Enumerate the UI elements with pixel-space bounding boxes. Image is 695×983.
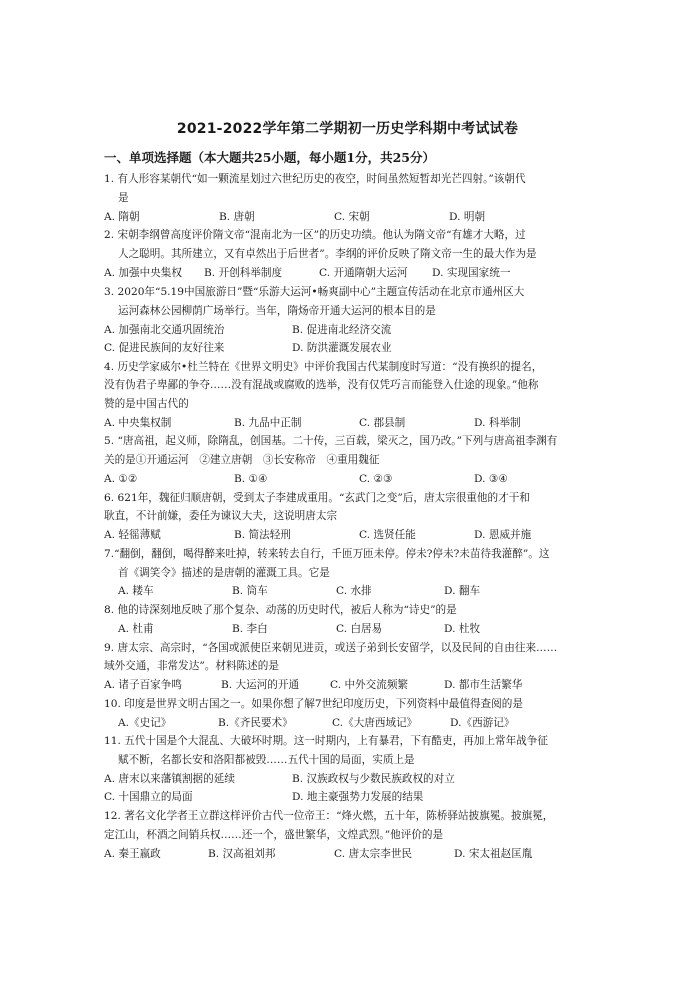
option-c: C. 中外交流频繁 — [330, 679, 409, 691]
question-9-line: 域外交通，非常发达”。材料陈述的是 — [104, 660, 279, 672]
option-a: A. 秦王嬴政 — [104, 848, 161, 860]
option-d: D. 防洪灌溉发展农业 — [292, 342, 392, 354]
question-11-line: 赋不断，名都长安和洛阳都被毁……五代十国的局面，实质上是 — [118, 754, 415, 766]
option-d: D. ③④ — [474, 473, 508, 485]
page-title: 2021-2022学年第二学期初一历史学科期中考试试卷 — [176, 121, 519, 137]
option-b: B.《齐民要术》 — [218, 717, 293, 729]
option-c: C. 宋朝 — [334, 211, 370, 223]
question-2-line: 人之聪明。其所建立，又有卓然出于后世者”。李纲的评价反映了隋文帝一生的最大作为是 — [118, 248, 537, 260]
question-3-line: 运河森林公园柳荫广场举行。当年，隋炀帝开通大运河的根本目的是 — [118, 305, 436, 317]
option-a: A. ①② — [104, 473, 138, 485]
option-c: C. 郡县制 — [359, 417, 406, 429]
question-11-line: 11. 五代十国是个大混乱、大破坏时期。这一时期内，上有暴君，下有酷吏，再加上常年战争征 — [104, 735, 548, 747]
option-d: D. 翻车 — [444, 585, 481, 597]
option-b: B. 唐朝 — [219, 211, 255, 223]
question-10-line: 10. 印度是世界文明古国之一。如果你想了解7世纪印度历史，下列资料中最值得查阅的是 — [104, 698, 523, 710]
question-2-line: 2. 宋朝李纲曾高度评价隋文帝“混南北为一区”的历史功绩。他认为隋文帝“有雄才大略，过 — [104, 229, 526, 241]
question-3-line: 3. 2020年“5.19中国旅游日”暨“乐游大运河•畅爽副中心”主题宣传活动在北京市通州区大 — [104, 286, 525, 298]
option-a: A.《史记》 — [118, 717, 172, 729]
question-5-line: 5. “唐高祖，起义师，除隋乱，创国基。二十传，三百载，梁灭之，国乃改。”下列与唐高祖李渊有 — [104, 435, 558, 447]
option-d: D. 恩威并施 — [474, 529, 532, 541]
option-a: A. 轻徭薄赋 — [104, 529, 161, 541]
section-heading: 一、单项选择题（本大题共25小题，每小题1分，共25分） — [104, 150, 435, 165]
option-b: B. ①④ — [234, 473, 268, 485]
option-b: B. 李白 — [232, 623, 268, 635]
option-a: A. 中央集权制 — [104, 417, 172, 429]
question-5-line: 关的是①开通运河 ②建立唐朝 ③长安称帝 ④重用魏征 — [104, 454, 380, 466]
option-a: A. 加强南北交通巩固统治 — [104, 324, 225, 336]
option-c: C. ②③ — [359, 473, 393, 485]
option-a: A. 诸子百家争鸣 — [104, 679, 182, 691]
option-c: C. 水排 — [336, 585, 372, 597]
question-7-line: 7.“翻倒，翻倒，喝得醉来吐掉，转来转去自行，千匝万匝未停。停未?停未?未苗待我灌醉”。这 — [104, 548, 550, 560]
option-d: D. 杜牧 — [444, 623, 481, 635]
question-4-line: 没有伪君子卑鄙的争夺……没有混战或腐败的选举，没有仅凭巧言而能登入仕途的现象。”他称 — [104, 379, 539, 391]
option-d: D. 宋太祖赵匡胤 — [454, 848, 533, 860]
question-1-line: 是 — [118, 192, 129, 204]
option-a: A. 耧车 — [118, 585, 154, 597]
option-d: D. 都市生活繁华 — [444, 679, 523, 691]
option-b: B. 大运河的开通 — [221, 679, 300, 691]
question-4-line: 赞的是中国古代的 — [104, 398, 189, 410]
option-d: D. 明朝 — [449, 211, 486, 223]
question-7-line: 首《调笑令》描述的是唐朝的灌溉工具。它是 — [118, 567, 330, 579]
option-c: C. 选贤任能 — [359, 529, 416, 541]
option-b: B. 简法轻刑 — [234, 529, 291, 541]
option-a: A. 加强中央集权 — [104, 267, 182, 279]
option-d: D. 地主豪强势力发展的结果 — [292, 791, 424, 803]
option-c: C. 白居易 — [336, 623, 383, 635]
option-d: D.《西游记》 — [450, 717, 515, 729]
question-1-line: 1. 有人形容某朝代“如一颗流星划过六世纪历史的夜空，时间虽然短暂却光芒四射。”该朝代 — [104, 173, 526, 185]
option-b: B. 汉族政权与少数民族政权的对立 — [292, 773, 455, 785]
question-6-line: 6. 621年，魏征归顺唐朝，受到太子李建成重用。“玄武门之变”后，唐太宗很重他的才干和 — [104, 492, 530, 504]
question-8-line: 8. 他的诗深刻地反映了那个复杂、动荡的历史时代，被后人称为“诗史”的是 — [104, 604, 457, 616]
option-d: D. 实现国家统一 — [432, 267, 511, 279]
option-b: B. 汉高祖刘邦 — [208, 848, 276, 860]
option-a: A. 唐末以来藩镇割据的延续 — [104, 773, 235, 785]
option-c: C.《大唐西域记》 — [332, 717, 418, 729]
question-12-line: 定江山，杯酒之间销兵权……还一个，盛世繁华，文煌武烈。”他评价的是 — [104, 829, 444, 841]
option-a: A. 杜甫 — [118, 623, 154, 635]
option-c: C. 促进民族间的友好往来 — [104, 342, 225, 354]
option-d: D. 科举制 — [474, 417, 521, 429]
question-12-line: 12. 著名文化学者王立群这样评价古代一位帝王：“烽火燃，五十年，陈桥驿站披旗冕。披旗冕， — [104, 810, 554, 822]
option-c: C. 十国鼎立的局面 — [104, 791, 193, 803]
option-b: B. 筒车 — [232, 585, 268, 597]
question-4-line: 4. 历史学家威尔•杜兰特在《世界文明史》中评价我国古代某制度时写道：“没有换织的提名， — [104, 361, 543, 373]
option-a: A. 隋朝 — [104, 211, 140, 223]
option-b: B. 开创科举制度 — [204, 267, 283, 279]
option-c: C. 开通隋朝大运河 — [319, 267, 408, 279]
option-b: B. 九品中正制 — [234, 417, 302, 429]
option-c: C. 唐太宗李世民 — [334, 848, 413, 860]
question-6-line: 耿直，不计前嫌，委任为谏议大夫，这说明唐太宗 — [104, 510, 338, 522]
option-b: B. 促进南北经济交流 — [292, 324, 392, 336]
question-9-line: 9. 唐太宗、高宗时，“各国或派使臣来朝见进贡，或送子弟到长安留学，以及民间的自由往来…… — [104, 642, 558, 654]
